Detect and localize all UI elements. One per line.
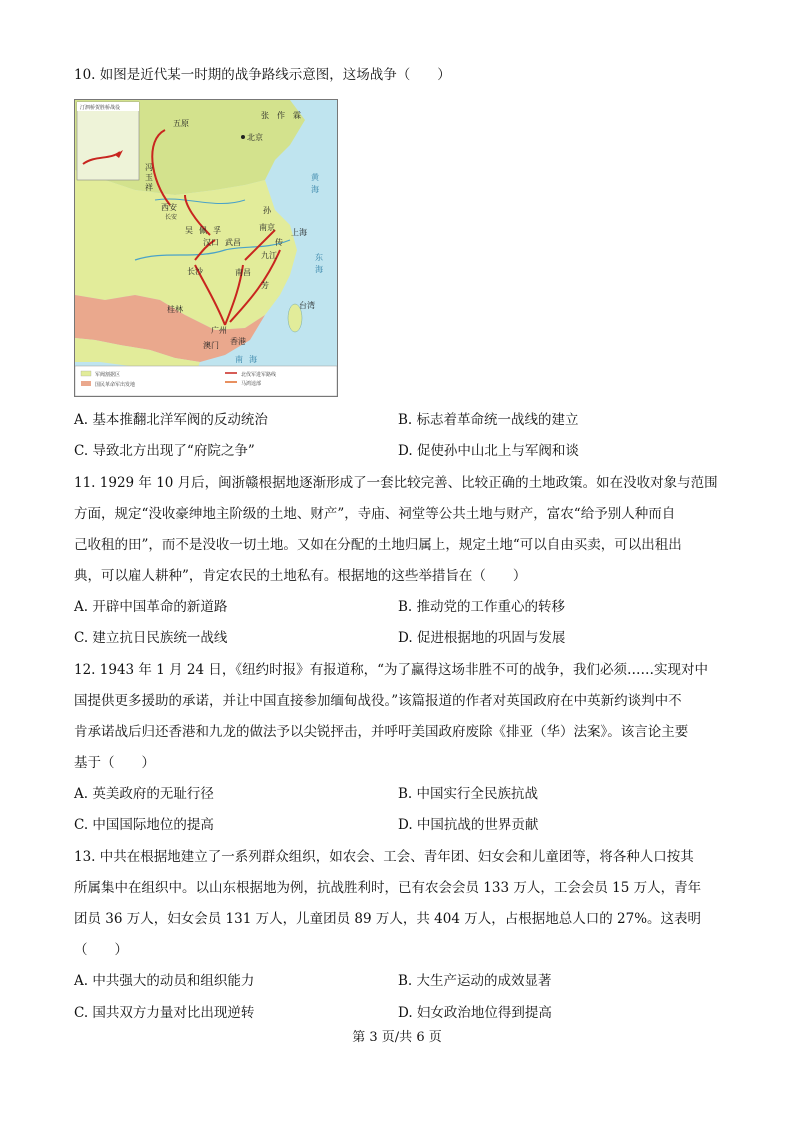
city-wuchang: 武昌 xyxy=(225,238,241,247)
sea-nan-hai: 海 xyxy=(249,355,257,364)
region-fu: 孚 xyxy=(213,226,221,235)
q12-option-b: B. 中国实行全民族抗战 xyxy=(398,786,539,802)
map-legend xyxy=(75,366,337,396)
city-guangzhou: 广州 xyxy=(211,326,227,335)
city-wuyuan: 五原 xyxy=(173,119,189,128)
city-hankou: 汉口 xyxy=(203,238,219,247)
q13-option-d: D. 妇女政治地位得到提高 xyxy=(398,1005,552,1021)
sea-huang-hai: 海 xyxy=(311,185,319,194)
q11-option-d: D. 促进根据地的巩固与发展 xyxy=(398,630,566,646)
region-zhang: 张 xyxy=(261,111,269,120)
legend-swatch-origin xyxy=(81,381,91,386)
q13-line-2: 所属集中在组织中。以山东根据地为例，抗战胜利时，已有农会会员 133 万人，工会会员 15 万人，青年 xyxy=(74,880,702,896)
region-feng: 冯 xyxy=(145,163,153,172)
q13-line-1: 13. 中共在根据地建立了一系列群众组织，如农会、工会、青年团、妇女会和儿童团等，将各种人口按其 xyxy=(74,849,694,865)
legend-swatch-warlord xyxy=(81,371,91,376)
city-nanchang: 南昌 xyxy=(235,268,251,277)
region-chuan: 传 xyxy=(275,238,283,247)
region-xiang: 祥 xyxy=(145,183,153,192)
region-yu: 玉 xyxy=(145,173,153,182)
q11-option-c: C. 建立抗日民族统一战线 xyxy=(74,630,228,646)
region-lin: 霖 xyxy=(293,111,301,120)
sea-dong-hai: 海 xyxy=(315,265,323,274)
q13-line-3: 团员 36 万人，妇女会员 131 万人，儿童团员 89 万人，共 404 万人，占根据地总人口的 27%。这表明 xyxy=(74,911,702,927)
q11-line-4: 典，可以雇人耕种”，肯定农民的土地私有。根据地的这些举措旨在（ ） xyxy=(74,568,527,584)
sea-dong: 东 xyxy=(315,253,323,262)
city-hongkong: 香港 xyxy=(230,337,246,346)
region-sun: 孙 xyxy=(263,206,271,215)
q10-stem: 10. 如图是近代某一时期的战争路线示意图，这场战争（ ） xyxy=(74,67,451,83)
inset-title: 汀泗桥贺胜桥战役 xyxy=(80,105,121,111)
region-pei: 佩 xyxy=(199,226,207,235)
region-wu: 吴 xyxy=(185,226,193,235)
q13-option-b: B. 大生产运动的成效显著 xyxy=(398,973,552,989)
inset-map xyxy=(77,102,139,180)
q13-option-a: A. 中共强大的动员和组织能力 xyxy=(74,973,255,989)
legend-origin: 国民革命军出发地 xyxy=(95,382,136,388)
city-beijing: 北京 xyxy=(247,133,263,142)
city-nanjing: 南京 xyxy=(259,223,275,232)
q12-line-4: 基于（ ） xyxy=(74,755,155,771)
q12-option-d: D. 中国抗战的世界贡献 xyxy=(398,817,539,833)
region-zuo: 作 xyxy=(277,111,285,120)
legend-route: 北伐军进军路线 xyxy=(241,372,277,378)
city-xian: 西安 xyxy=(161,203,177,212)
q13-line-4: （ ） xyxy=(74,942,128,958)
q13-option-c: C. 国共双方力量对比出现逆转 xyxy=(74,1005,255,1021)
beijing-marker xyxy=(241,135,245,139)
city-changan: 长安 xyxy=(165,214,178,221)
q11-line-3: 己收租的田”，而不是没收一切土地。又如在分配的土地归属上，规定土地“可以自由买卖，可以出租出 xyxy=(74,537,682,553)
q12-option-a: A. 英美政府的无耻行径 xyxy=(74,786,214,802)
war-route-map-svg xyxy=(75,100,337,396)
city-guilin: 桂林 xyxy=(167,305,183,314)
q12-line-3: 肯承诺战后归还香港和九龙的做法予以尖锐抨击，并呼吁美国政府废除《排亚（华）法案》。该言论主要 xyxy=(74,724,689,740)
legend-warlord: 军阀割据区 xyxy=(95,372,121,378)
q10-option-d: D. 促使孙中山北上与军阀和谈 xyxy=(398,443,579,459)
q12-line-1: 12. 1943 年 1 月 24 日，《纽约时报》有报道称，“为了赢得这场非胜不可的战争，我们必须……实现对中 xyxy=(74,662,708,678)
page-footer: 第 3 页/共 6 页 xyxy=(352,1030,442,1045)
city-shanghai: 上海 xyxy=(291,228,307,237)
city-taiwan: 台湾 xyxy=(299,301,315,310)
war-route-map xyxy=(74,99,338,397)
q10-option-b: B. 标志着革命统一战线的建立 xyxy=(398,412,579,428)
sea-huang: 黄 xyxy=(311,173,319,182)
city-changsha: 长沙 xyxy=(187,267,203,276)
q12-line-2: 国提供更多援助的承诺，并让中国直接参加缅甸战役。”该篇报道的作者对英国政府在中英新约谈判中不 xyxy=(74,693,682,709)
q10-option-c: C. 导致北方出现了“府院之争” xyxy=(74,443,255,459)
q12-option-c: C. 中国国际地位的提高 xyxy=(74,817,214,833)
city-macao: 澳门 xyxy=(203,341,219,350)
legend-ma: 马鸿逵部 xyxy=(241,381,262,387)
city-jiujiang: 九江 xyxy=(261,251,277,260)
q11-line-1: 11. 1929 年 10 月后，闽浙赣根据地逐渐形成了一套比较完善、比较正确的土地政策。如在没收对象与范围 xyxy=(74,475,718,491)
sea-nan: 南 xyxy=(235,355,243,364)
q11-option-a: A. 开辟中国革命的新道路 xyxy=(74,599,228,615)
region-fang: 芳 xyxy=(261,281,269,290)
q11-line-2: 方面，规定“没收豪绅地主阶级的土地、财产”，寺庙、祠堂等公共土地与财产，富农“给予别人种而自 xyxy=(74,506,676,522)
q10-option-a: A. 基本推翻北洋军阀的反动统治 xyxy=(74,412,268,428)
q11-option-b: B. 推动党的工作重心的转移 xyxy=(398,599,566,615)
